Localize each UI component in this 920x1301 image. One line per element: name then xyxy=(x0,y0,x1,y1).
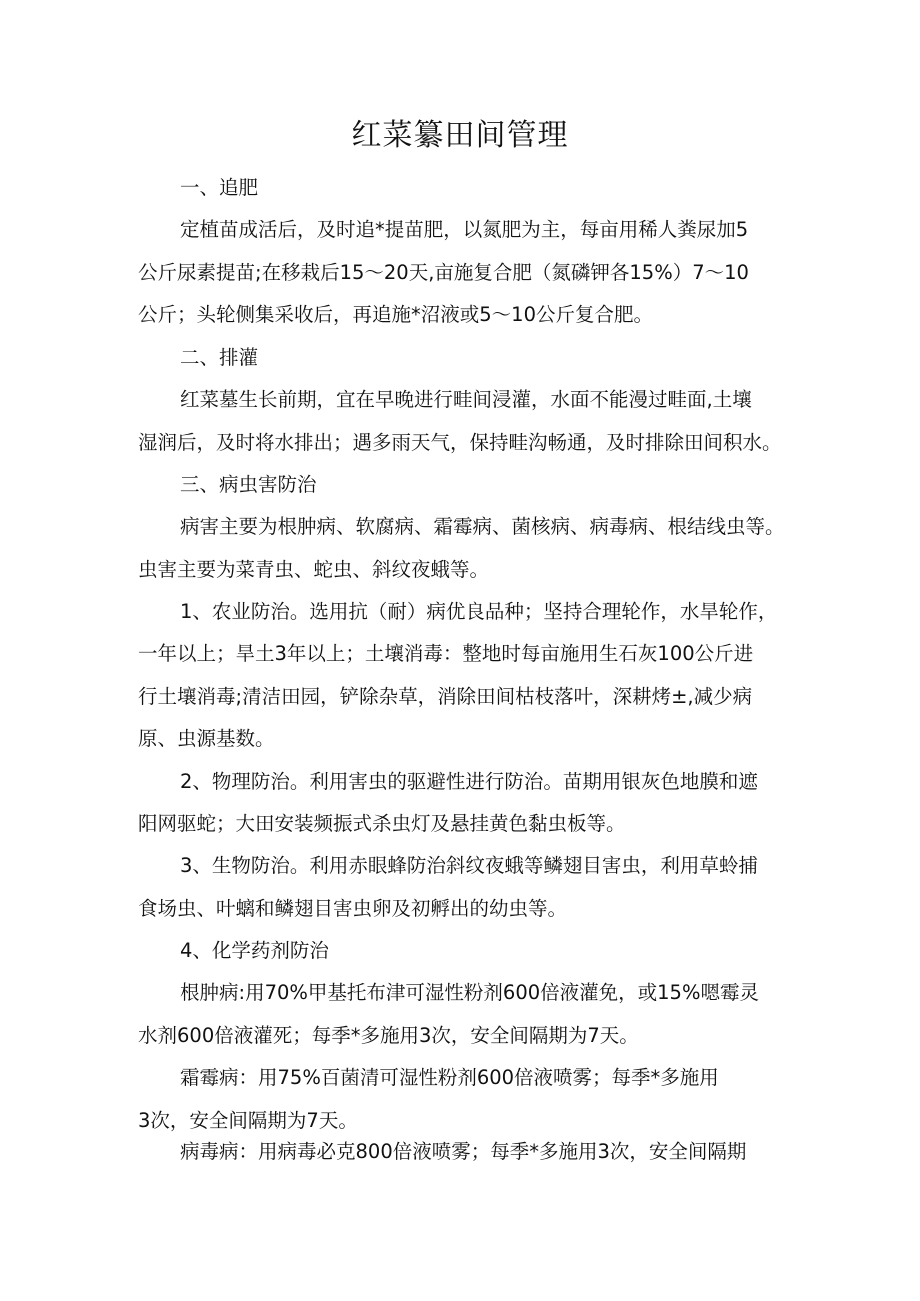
paragraph-line: 湿润后，及时将水排出；遇多雨天气，保持畦沟畅通，及时排除田间积水。 xyxy=(138,431,782,454)
paragraph-line: 阳网驱蛇；大田安装频振式杀虫灯及悬挂黄色黏虫板等。 xyxy=(138,812,626,835)
paragraph-line: 病毒病：用病毒必克800倍液喷雾；每季*多施用3次，安全间隔期 xyxy=(180,1140,747,1163)
paragraph-line: 病害主要为根肿病、软腐病、霜霉病、菌核病、病毒病、根结线虫等。 xyxy=(180,515,785,538)
section-heading-irrigation: 二、排灌 xyxy=(180,346,259,369)
paragraph-line: 虫害主要为菜青虫、蛇虫、斜纹夜蛾等。 xyxy=(138,558,490,581)
paragraph-line: 3、生物防治。利用赤眼蜂防治斜纹夜蛾等鳞翅目害虫，利用草蛉捕 xyxy=(180,854,758,877)
paragraph-line: 公斤；头轮侧集采收后，再追施*沼液或5～10公斤复合肥。 xyxy=(138,303,653,326)
section-heading-pest-control: 三、病虫害防治 xyxy=(180,473,317,496)
paragraph-line: 原、虫源基数。 xyxy=(138,727,275,750)
subsection-heading-chemical-control: 4、化学药剂防治 xyxy=(180,939,329,962)
section-heading-fertilizing: 一、追肥 xyxy=(180,176,259,199)
paragraph-line: 水剂600倍液灌死；每季*多施用3次，安全间隔期为7天。 xyxy=(138,1024,639,1047)
paragraph-line: 3次，安全间隔期为7天。 xyxy=(138,1109,358,1132)
document-title: 红菜纂田间管理 xyxy=(351,118,569,153)
paragraph-line: 定植苗成活后，及时追*提苗肥，以氮肥为主，每亩用稀人粪尿加5 xyxy=(180,218,749,241)
paragraph-line: 一年以上；旱土3年以上；土壤消毒：整地时每亩施用生石灰100公斤进 xyxy=(138,642,754,665)
paragraph-line: 1、农业防治。选用抗（耐）病优良品种；坚持合理轮作，水旱轮作， xyxy=(180,600,778,623)
paragraph-line: 2、物理防治。利用害虫的驱避性进行防治。苗期用银灰色地膜和遮 xyxy=(180,770,758,793)
paragraph-line: 公斤尿素提苗;在移栽后15～20天,亩施复合肥（氮磷钾各15%）7～10 xyxy=(138,261,749,284)
paragraph-line: 红菜墓生长前期，宜在早晚进行畦间浸灌，水面不能漫过畦面,土壤 xyxy=(180,388,752,411)
paragraph-line: 霜霉病：用75%百菌清可湿性粉剂600倍液喷雾；每季*多施用 xyxy=(180,1066,719,1089)
paragraph-line: 食场虫、叶螭和鳞翅目害虫卵及初孵出的幼虫等。 xyxy=(138,897,568,920)
paragraph-line: 根肿病:用70%甲基托布津可湿性粉剂600倍液灌免，或15%嗯霉灵 xyxy=(180,981,759,1004)
paragraph-line: 行土壤消毒;清洁田园，铲除杂草，消除田间枯枝落叶，深耕烤±,减少病 xyxy=(138,685,753,708)
